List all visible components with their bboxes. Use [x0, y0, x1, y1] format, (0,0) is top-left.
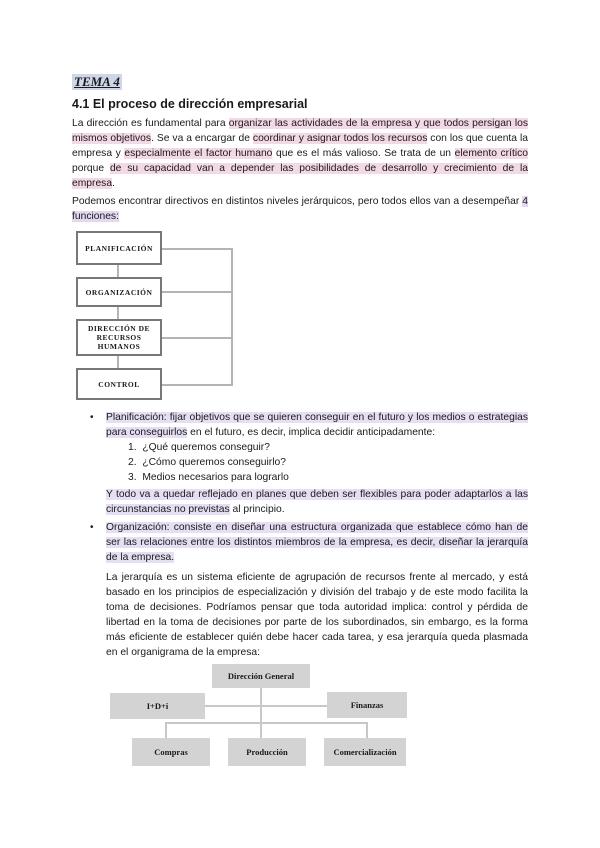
org-box-comercializacion: Comercialización [324, 738, 406, 766]
org-box-compras: Compras [132, 738, 210, 766]
org-connector [366, 722, 368, 738]
list-item [128, 455, 286, 470]
org-box-idi: I+D+i [110, 693, 205, 719]
intro-highlight-4: elemento crítico [454, 148, 528, 159]
planificacion-note [106, 487, 528, 517]
directivos-text: Podemos encontrar directivos en distintos niveles jerárquicos, pero todos ellos van a desempeñar [72, 196, 523, 207]
directivos-paragraph [72, 194, 528, 224]
intro-text-5: porque [72, 163, 110, 174]
organizacion-box: ORGANIZACIÓN [76, 277, 162, 307]
intro-text-1: La dirección es fundamental para [72, 118, 229, 129]
list-item [128, 470, 289, 485]
planificacion-box: PLANIFICACIÓN [76, 231, 162, 265]
intro-highlight-2: coordinar y asignar todos los recursos [252, 133, 428, 144]
intro-paragraph [72, 116, 528, 191]
org-connector [205, 705, 327, 707]
list-text: ¿Cómo queremos conseguirlo? [142, 457, 286, 468]
intro-highlight-3: especialmente el factor humano [124, 148, 273, 159]
direccion-rrhh-box: DIRECCIÓN DE RECURSOS HUMANOS [76, 319, 162, 356]
planificacion-text: en el futuro, es decir, implica decidir anticipadamente: [187, 427, 436, 438]
tema-heading: TEMA 4 [74, 74, 120, 89]
planificacion-highlight: Planificación: fijar objetivos que se quieren conseguir en el futuro y los medios o estrategias para conseguirlos [106, 412, 528, 438]
planificacion-bullet [106, 410, 528, 440]
section-title: 4.1 El proceso de dirección empresarial [72, 97, 308, 111]
connector [117, 265, 119, 277]
feedback-line [162, 291, 232, 293]
list-number: 1. [128, 442, 137, 453]
intro-text-4: que es el más valioso. Se trata de un [272, 148, 455, 159]
org-connector [165, 722, 167, 738]
intro-text-2: . Se va a encargar de [151, 133, 253, 144]
list-text: Medios necesarios para lograrlo [142, 472, 289, 483]
intro-text-3: con los que cuenta la empresa y [72, 133, 528, 159]
organizacion-highlight: Organización: consiste en diseñar una estructura organizada que establece cómo han de ser las relaciones entre los distintos miembros de la empresa, es decir, diseñar la jerarquía de la empresa. [106, 522, 528, 563]
planificacion-note-text: al principio. [229, 504, 285, 515]
intro-highlight-1: organizar las actividades de la empresa y que todos persigan los mismos objetivos [72, 118, 529, 144]
feedback-line [162, 337, 232, 339]
list-text: ¿Qué queremos conseguir? [142, 442, 270, 453]
intro-highlight-5: de su capacidad van a depender las posibilidades de desarrollo y crecimiento de la empresa [72, 163, 528, 189]
list-number: 3. [128, 472, 137, 483]
intro-text-6: . [112, 178, 115, 189]
feedback-line [162, 248, 232, 250]
org-box-direccion-general: Dirección General [212, 664, 310, 688]
list-item [128, 440, 270, 455]
org-box-finanzas: Finanzas [327, 692, 407, 718]
org-connector [165, 722, 367, 724]
list-number: 2. [128, 457, 137, 468]
planificacion-note-highlight: Y todo va a quedar reflejado en planes que deben ser flexibles para poder adaptarlos a las circunstancias no previstas [106, 489, 528, 515]
org-connector [260, 688, 262, 738]
feedback-line [231, 248, 233, 386]
directivos-highlight: 4 funciones: [72, 196, 528, 222]
control-box: CONTROL [76, 368, 162, 400]
organizacion-bullet [106, 520, 528, 565]
jerarquia-paragraph: La jerarquía es un sistema eficiente de agrupación de recursos frente al mercado, y está basado en los principios de especialización y división del trabajo y de este modo facilita la toma de decisiones. Podríamos pensar que toda autoridad implica: control y pérdida de libertad en la toma de decisiones por parte de los subordinados, sin embargo, es la forma más eficiente de establecer quién debe hacer cada tarea, y esa jerarquía queda plasmada en el organigrama de la empresa: [106, 572, 528, 658]
connector [117, 307, 119, 319]
connector [117, 356, 119, 368]
feedback-line [162, 384, 232, 386]
bullet-point: • [90, 412, 94, 423]
bullet-point: • [90, 522, 94, 533]
org-box-produccion: Producción [228, 738, 306, 766]
